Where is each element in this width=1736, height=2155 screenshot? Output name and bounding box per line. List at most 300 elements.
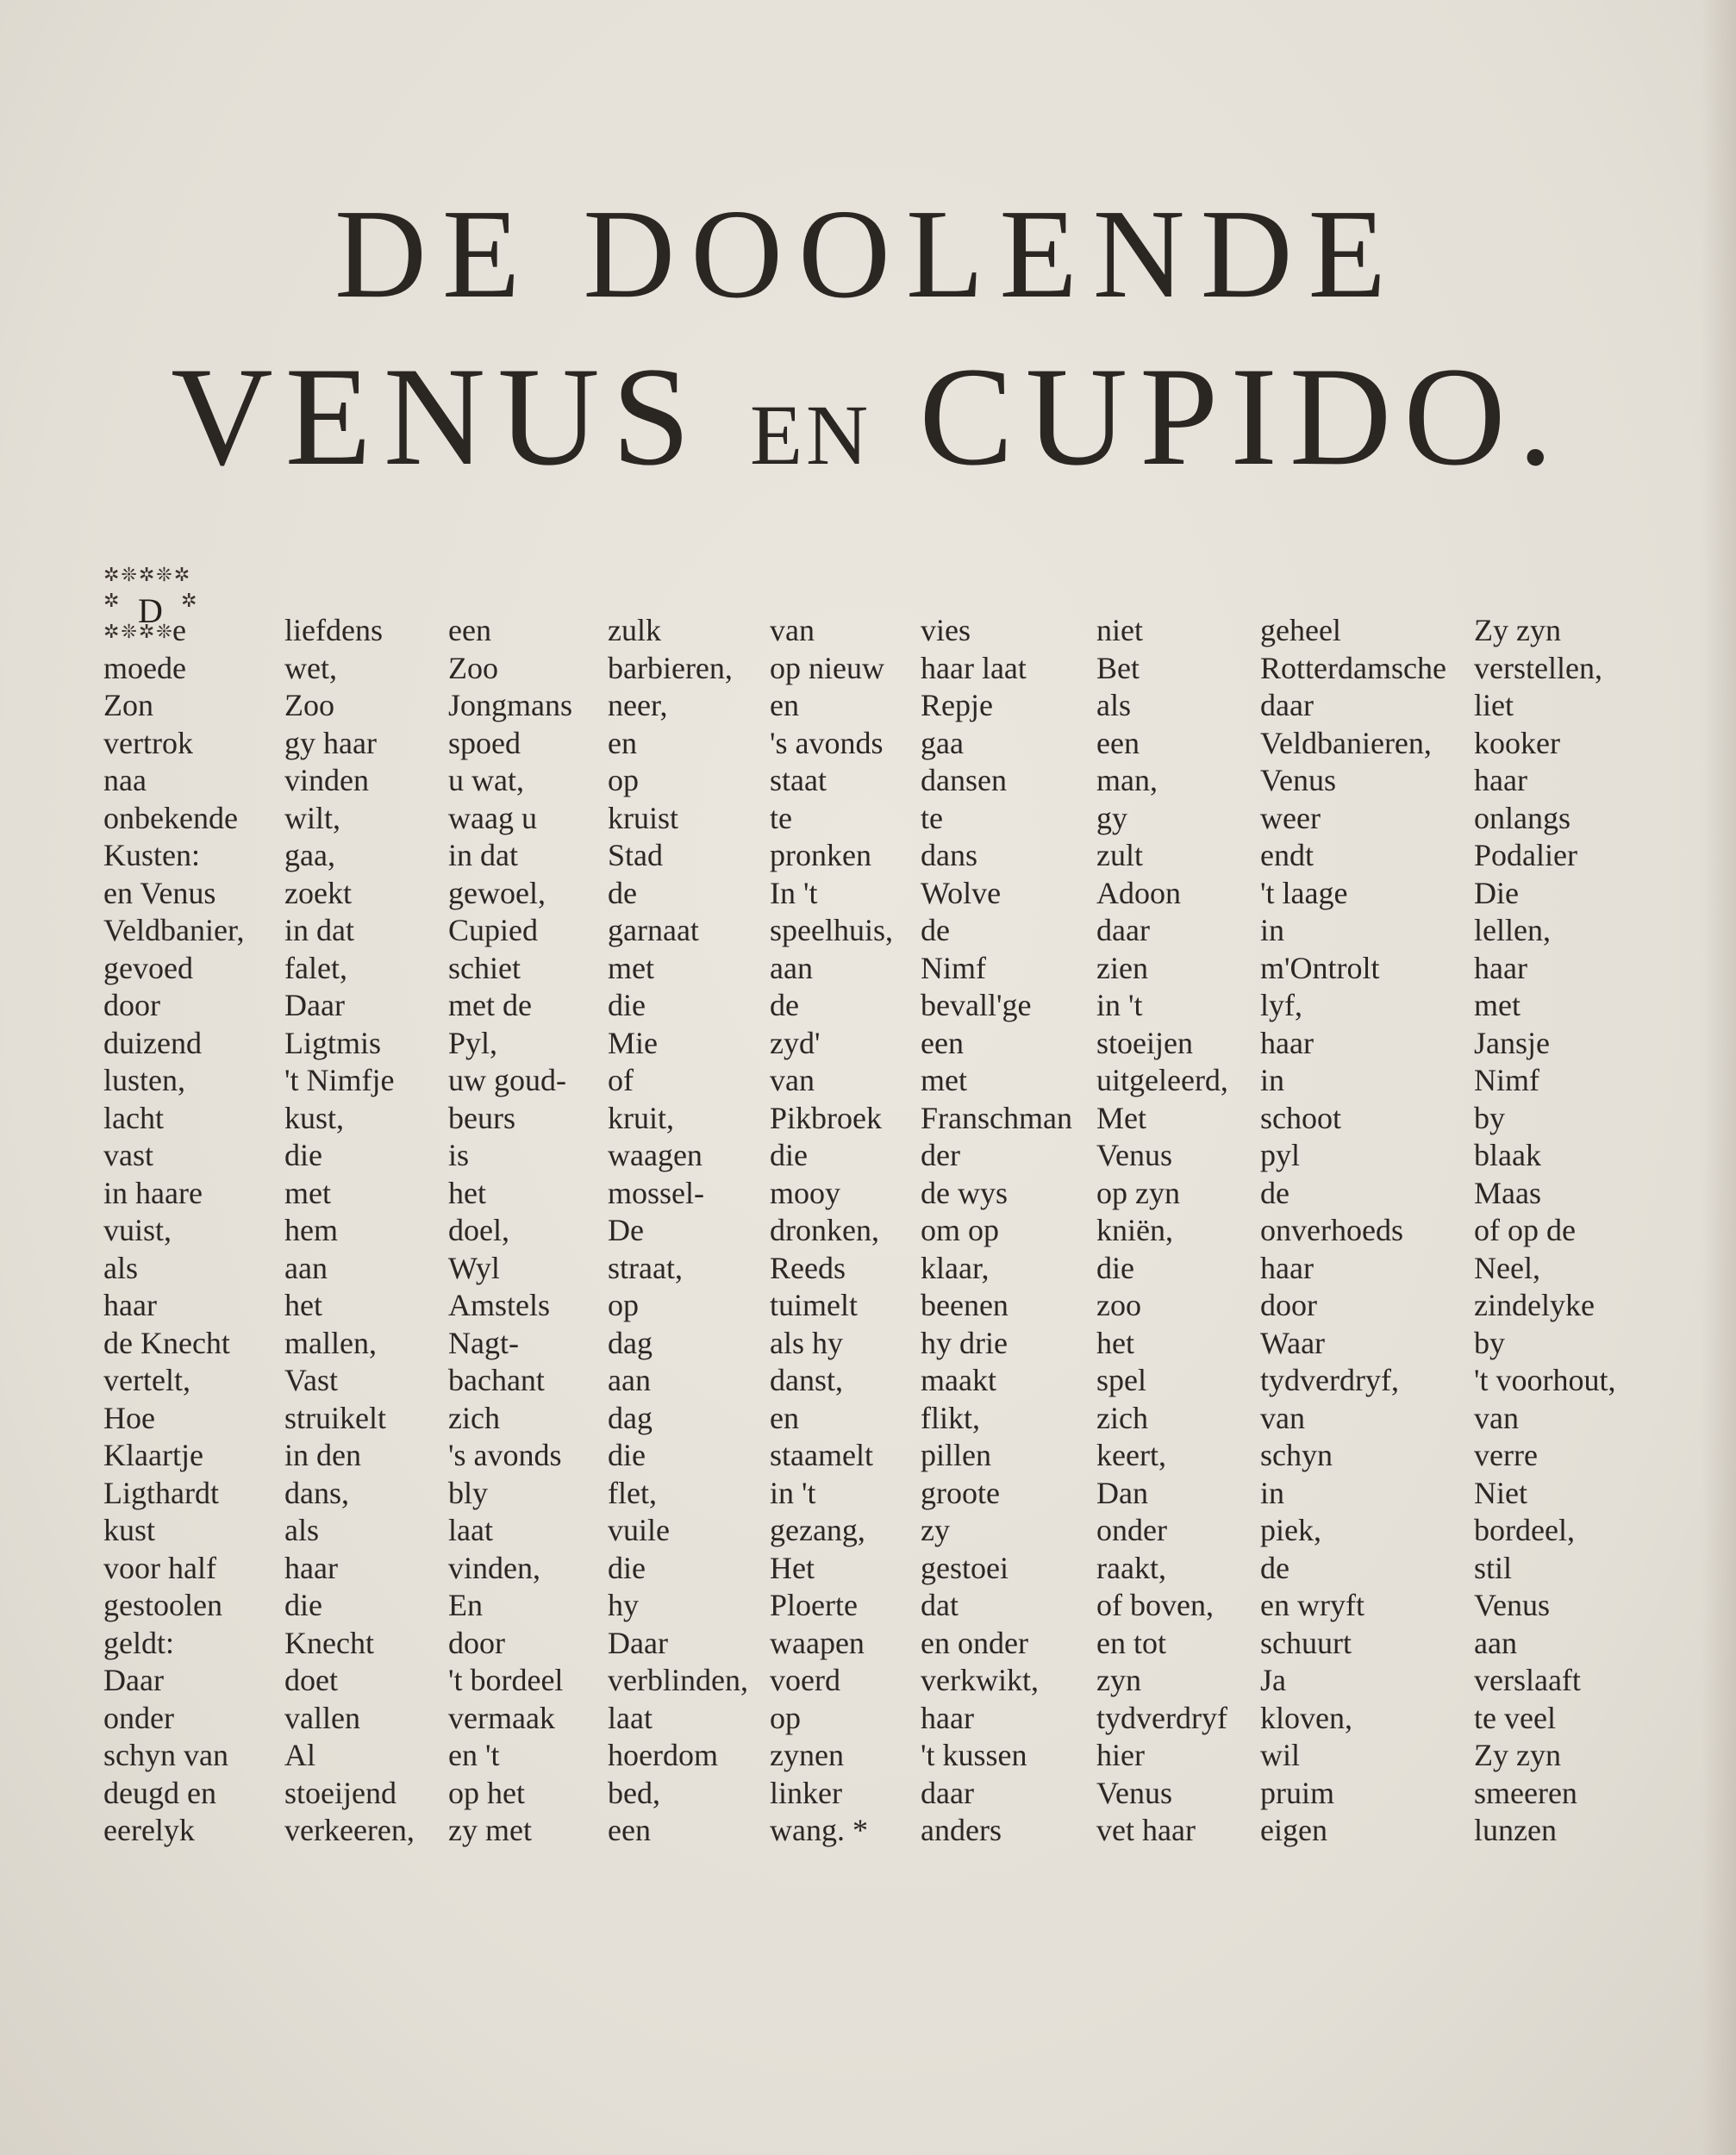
poem-word: Ligtmis	[284, 1025, 382, 1060]
poem-word: dat	[921, 1588, 959, 1622]
poem-word: haar	[284, 1550, 338, 1585]
poem-word: Wolve	[921, 875, 1002, 910]
poem-word: vertelt,	[103, 1363, 190, 1397]
poem-word: met	[1474, 988, 1521, 1022]
poem-word: met de	[448, 988, 532, 1022]
poem-word: te	[921, 800, 943, 835]
poem-column-9	[1474, 612, 1615, 1850]
poem-word: onbekende	[103, 800, 238, 835]
poem-word: speelhuis,	[770, 913, 893, 947]
poem-word: Reeds	[770, 1250, 846, 1285]
poem-word: eerelyk	[103, 1813, 195, 1847]
poem-word: Amstels	[448, 1288, 551, 1322]
poem-word: die	[608, 1550, 646, 1585]
poem-word: het	[1096, 1325, 1134, 1360]
poem-word: verslaaft	[1474, 1663, 1581, 1697]
poem-word: zich	[1096, 1400, 1148, 1435]
poem-word: Daar	[103, 1663, 164, 1697]
poem-word: In 't	[770, 875, 818, 910]
poem-word: Repje	[921, 688, 993, 722]
poem-word: Waar	[1260, 1325, 1326, 1360]
poem-word: op	[608, 1288, 639, 1322]
poem-word: dans,	[284, 1475, 349, 1510]
poem-word: Knecht	[284, 1625, 374, 1660]
poem-word: doet	[284, 1663, 338, 1697]
poem-word: Het	[770, 1550, 815, 1585]
poem-word: mossel-	[608, 1175, 704, 1210]
poem-word: bachant	[448, 1363, 545, 1397]
poem-word: daar	[1096, 913, 1150, 947]
poem-column-2	[284, 612, 415, 1850]
poem-word: kust,	[284, 1100, 345, 1135]
poem-word: verkwikt,	[921, 1663, 1039, 1697]
poem-word: Kusten:	[103, 838, 200, 872]
poem-column-6	[921, 612, 1072, 1850]
poem-word: hy drie	[921, 1325, 1008, 1360]
poem-word: mallen,	[284, 1325, 377, 1360]
poem-word: in dat	[284, 913, 354, 947]
poem-word: lellen,	[1474, 913, 1551, 947]
poem-word: op nieuw	[770, 650, 884, 685]
poem-word: Ploerte	[770, 1588, 858, 1622]
poem-word: anders	[921, 1813, 1002, 1847]
poem-word: laat	[608, 1700, 653, 1735]
poem-word: niet	[1096, 613, 1143, 647]
poem-word: wil	[1260, 1738, 1301, 1772]
poem-word: gaa,	[284, 838, 335, 872]
poem-word: man,	[1096, 763, 1158, 797]
poem-word: vermaak	[448, 1700, 555, 1735]
poem-word: bed,	[608, 1775, 660, 1810]
poem-word: op het	[448, 1775, 525, 1810]
poem-word: Neel,	[1474, 1250, 1540, 1285]
poem-word: de wys	[921, 1175, 1008, 1210]
poem-word: kooker	[1474, 725, 1560, 760]
poem-word: Zon	[103, 688, 153, 722]
poem-word: waapen	[770, 1625, 865, 1660]
poem-word: Podalier	[1474, 838, 1577, 872]
poem-word: haar laat	[921, 650, 1027, 685]
poem-word: in 't	[1096, 988, 1143, 1022]
poem-word: onder	[103, 1700, 174, 1735]
poem-word: zich	[448, 1400, 500, 1435]
poem-word: in	[1260, 1063, 1285, 1097]
title-line-1: DE DOOLENDE	[334, 184, 1402, 325]
poem-word: in	[1260, 1475, 1285, 1510]
poem-word: endt	[1260, 838, 1314, 872]
poem-word: tydverdryf,	[1260, 1363, 1399, 1397]
poem-word: in den	[284, 1438, 361, 1472]
poem-word: van	[770, 1063, 815, 1097]
poem-word: pyl	[1260, 1138, 1301, 1172]
poem-word: vast	[103, 1138, 153, 1172]
poem-word: Nimf	[921, 950, 986, 985]
poem-word: 't kussen	[921, 1738, 1027, 1772]
poem-word: gewoel,	[448, 875, 546, 910]
poem-word: de	[608, 875, 637, 910]
poem-word: klaar,	[921, 1250, 990, 1285]
poem-word: schyn	[1260, 1438, 1333, 1472]
poem-word: in haare	[103, 1175, 203, 1210]
poem-word: naa	[103, 763, 147, 797]
poem-word: met	[284, 1175, 331, 1210]
poem-word: kloven,	[1260, 1700, 1352, 1735]
poem-word: om op	[921, 1213, 1000, 1247]
poem-column-5	[770, 612, 893, 1850]
poem-word: Mie	[608, 1025, 658, 1060]
poem-word: Venus	[1096, 1775, 1172, 1810]
poem-word: gy	[1096, 800, 1127, 835]
poem-word: die	[284, 1588, 322, 1622]
poem-word: Venus	[1096, 1138, 1172, 1172]
poem-word: Hoe	[103, 1400, 155, 1435]
poem-word: of	[608, 1063, 634, 1097]
poem-word: 't voorhout,	[1474, 1363, 1616, 1397]
poem-word: en	[770, 1400, 799, 1435]
poem-word: een	[608, 1813, 651, 1847]
poem-word: het	[284, 1288, 322, 1322]
poem-word: onlangs	[1474, 800, 1571, 835]
poem-word: die	[608, 988, 646, 1022]
poem-word: zyd'	[770, 1025, 821, 1060]
poem-word: moede	[103, 650, 186, 685]
poem-word: haar	[921, 1700, 974, 1735]
poem-word: geheel	[1260, 613, 1341, 647]
poem-word: Cupied	[448, 913, 538, 947]
poem-word: is	[448, 1138, 470, 1172]
poem-word: dronken,	[770, 1213, 879, 1247]
poem-word: dag	[608, 1400, 653, 1435]
title-line-2	[0, 336, 1736, 498]
poem-word: Daar	[284, 988, 345, 1022]
poem-column-1	[103, 612, 245, 1850]
poem-word: flet,	[608, 1475, 657, 1510]
poem-word: uw goud-	[448, 1063, 566, 1097]
poem-word: gestoei	[921, 1550, 1009, 1585]
poem-word: schyn van	[103, 1738, 228, 1772]
poem-word: barbieren,	[608, 650, 733, 685]
poem-word: Maas	[1474, 1175, 1541, 1210]
poem-word: dag	[608, 1325, 653, 1360]
poem-word: en onder	[921, 1625, 1028, 1660]
poem-word: door	[103, 988, 160, 1022]
poem-word: van	[1474, 1400, 1519, 1435]
poem-word: tydverdryf	[1096, 1700, 1227, 1735]
poem-word: neer,	[608, 688, 668, 722]
poem-word: mooy	[770, 1175, 841, 1210]
poem-word: Jansje	[1474, 1025, 1550, 1060]
poem-word: haar	[1474, 763, 1527, 797]
ornament-border-right-icon: ✲	[181, 590, 199, 612]
poem-word: pruim	[1260, 1775, 1334, 1810]
poem-word: waag u	[448, 800, 537, 835]
poem-word: Rotterdamsche	[1260, 650, 1446, 685]
poem-word: te veel	[1474, 1700, 1556, 1735]
poem-word: staat	[770, 763, 827, 797]
poem-word: die	[608, 1438, 646, 1472]
poem-word: beurs	[448, 1100, 515, 1135]
poem-word: Adoon	[1096, 875, 1181, 910]
poem-word: lusten,	[103, 1063, 185, 1097]
poem-word: spoed	[448, 725, 521, 760]
poem-word: lyf,	[1260, 988, 1302, 1022]
poem-word: smeeren	[1474, 1775, 1577, 1810]
poem-word: een	[921, 1025, 964, 1060]
poem-word: daar	[1260, 688, 1314, 722]
poem-word: Klaartje	[103, 1438, 203, 1472]
poem-word: De	[608, 1213, 644, 1247]
poem-word: Al	[284, 1738, 315, 1772]
poem-word: te	[770, 800, 792, 835]
poem-word: onverhoeds	[1260, 1213, 1403, 1247]
poem-word: die	[1096, 1250, 1134, 1285]
poem-word: stil	[1474, 1550, 1513, 1585]
poem-word: in dat	[448, 838, 518, 872]
poem-word: stoeijen	[1096, 1025, 1193, 1060]
poem-word: als	[103, 1250, 138, 1285]
poem-word: danst,	[770, 1363, 843, 1397]
poem-word: gevoed	[103, 950, 193, 985]
poem-word: blaak	[1474, 1138, 1541, 1172]
poem-word: Nimf	[1474, 1063, 1539, 1097]
poem-word: gaa	[921, 725, 964, 760]
poem-word: liefdens	[284, 613, 383, 647]
poem-word: op	[770, 1700, 801, 1735]
poem-word: vallen	[284, 1700, 360, 1735]
poem-word: aan	[1474, 1625, 1517, 1660]
poem-word: Niet	[1474, 1475, 1527, 1510]
poem-word: kniën,	[1096, 1213, 1173, 1247]
poem-word: garnaat	[608, 913, 699, 947]
poem-word: geldt:	[103, 1625, 174, 1660]
title-venus: VENUS	[171, 339, 703, 495]
poem-word: van	[1260, 1400, 1305, 1435]
poem-word: bly	[448, 1475, 489, 1510]
poem-word: lacht	[103, 1100, 164, 1135]
poem-word: deugd en	[103, 1775, 216, 1810]
poem-word: struikelt	[284, 1400, 386, 1435]
poem-word: hoerdom	[608, 1738, 718, 1772]
poem-word: op	[608, 763, 639, 797]
poem-word: Pyl,	[448, 1025, 498, 1060]
poem-word: raakt,	[1096, 1550, 1166, 1585]
poem-word: en 't	[448, 1738, 500, 1772]
poem-word: zy met	[448, 1813, 532, 1847]
poem-word: u wat,	[448, 763, 524, 797]
poem-word: gestoolen	[103, 1588, 222, 1622]
poem-word: pronken	[770, 838, 871, 872]
poem-word: Zy zyn	[1474, 613, 1561, 647]
poem-word: bordeel,	[1474, 1513, 1575, 1547]
poem-word: schiet	[448, 950, 521, 985]
poem-word: wang. *	[770, 1813, 868, 1847]
poem-word: Zoo	[448, 650, 498, 685]
poem-word: zoekt	[284, 875, 352, 910]
poem-word: waagen	[608, 1138, 703, 1172]
poem-word: een	[448, 613, 491, 647]
poem-word: 't bordeel	[448, 1663, 564, 1697]
poem-word: Veldbanier,	[103, 913, 245, 947]
poem-word: weer	[1260, 800, 1321, 835]
poem-word: Dan	[1096, 1475, 1148, 1510]
poem-word: van	[770, 613, 815, 647]
poem-word: met	[921, 1063, 967, 1097]
poem-word: de Knecht	[103, 1325, 230, 1360]
poem-word: vet haar	[1096, 1813, 1196, 1847]
poem-word: de	[770, 988, 799, 1022]
poem-word: onder	[1096, 1513, 1167, 1547]
poem-word: zien	[1096, 950, 1148, 985]
poem-word: Zoo	[284, 688, 334, 722]
poem-word: lunzen	[1474, 1813, 1557, 1847]
poem-word: haar	[103, 1288, 157, 1322]
poem-word: en	[608, 725, 637, 760]
poem-word: op zyn	[1096, 1175, 1180, 1210]
poem-word: die	[284, 1138, 322, 1172]
poem-word: haar	[1260, 1025, 1314, 1060]
poem-word: by	[1474, 1325, 1505, 1360]
poem-column-3	[448, 612, 572, 1850]
poem-word: verblinden,	[608, 1663, 748, 1697]
poem-word: hier	[1096, 1738, 1145, 1772]
poem-word: door	[448, 1625, 505, 1660]
poem-word: bevall'ge	[921, 988, 1032, 1022]
poem-word: de	[1260, 1550, 1290, 1585]
poem-word: Ligthardt	[103, 1475, 219, 1510]
poem-word: doel,	[448, 1213, 509, 1247]
drop-cap-letter: D	[138, 591, 163, 630]
poem-word: Jongmans	[448, 688, 572, 722]
ornament-border-top-icon: ✲❊✲❊✲	[103, 565, 192, 586]
poem-word: straat,	[608, 1250, 683, 1285]
poem-word: voor half	[103, 1550, 216, 1585]
poem-word: der	[921, 1138, 960, 1172]
poem-word: Ja	[1260, 1663, 1286, 1697]
poem-word: Bet	[1096, 650, 1140, 685]
poem-word: schuurt	[1260, 1625, 1352, 1660]
poem-word: Wyl	[448, 1250, 500, 1285]
poem-word: schoot	[1260, 1100, 1341, 1135]
poem-word: kruit,	[608, 1100, 674, 1135]
poem-word: Stad	[608, 838, 664, 872]
poem-word: Met	[1096, 1100, 1146, 1135]
poem-word: flikt,	[921, 1400, 980, 1435]
poem-word: e	[172, 613, 186, 647]
poem-word: dans	[921, 838, 977, 872]
poem-word: kruist	[608, 800, 679, 835]
poem-word: duizend	[103, 1025, 202, 1060]
poem-word: of boven,	[1096, 1588, 1214, 1622]
poem-word: zult	[1096, 838, 1143, 872]
poem-word: 't laage	[1260, 875, 1348, 910]
poem-word: tuimelt	[770, 1288, 858, 1322]
poem-word: zulk	[608, 613, 661, 647]
poem-word: met	[608, 950, 654, 985]
poem-word: wet,	[284, 650, 337, 685]
poem-word: verkeeren,	[284, 1813, 415, 1847]
poem-word: haar	[1474, 950, 1527, 985]
poem-word: zoo	[1096, 1288, 1141, 1322]
poem-word: zy	[921, 1513, 950, 1547]
poem-word: beenen	[921, 1288, 1009, 1322]
poem-word: als	[1096, 688, 1131, 722]
poem-word: stoeijend	[284, 1775, 397, 1810]
poem-word: aan	[608, 1363, 651, 1397]
poem-word: vuile	[608, 1513, 670, 1547]
poem-word: vinden	[284, 763, 369, 797]
poem-word: keert,	[1096, 1438, 1166, 1472]
poem-word: staamelt	[770, 1438, 873, 1472]
poem-word: 's avonds	[448, 1438, 562, 1472]
poem-word: Venus	[1474, 1588, 1550, 1622]
poem-word: en tot	[1096, 1625, 1166, 1660]
poem-word: verre	[1474, 1438, 1538, 1472]
poem-word: gezang,	[770, 1513, 865, 1547]
poem-word: groote	[921, 1475, 1000, 1510]
poem-word: de	[1260, 1175, 1290, 1210]
poem-word: Vast	[284, 1363, 338, 1397]
poem-word: 't Nimfje	[284, 1063, 395, 1097]
poem-word: laat	[448, 1513, 493, 1547]
poem-word: hy	[608, 1588, 639, 1622]
ornament-border-bottom-icon: ✲❊✲❊	[103, 622, 174, 643]
poem-column-4	[608, 612, 748, 1850]
poem-word: maakt	[921, 1363, 996, 1397]
poem-word: Zy zyn	[1474, 1738, 1561, 1772]
poem-word: spel	[1096, 1363, 1146, 1397]
poem-word: dansen	[921, 763, 1007, 797]
poem-word: als hy	[770, 1325, 843, 1360]
poem-word: voerd	[770, 1663, 840, 1697]
poem-word: falet,	[284, 950, 347, 985]
poem-word: in	[1260, 913, 1285, 947]
poem-word: En	[448, 1588, 483, 1622]
poem-word: Venus	[1260, 763, 1336, 797]
poem-word: vertrok	[103, 725, 193, 760]
poem-word: vinden,	[448, 1550, 540, 1585]
poem-word: aan	[284, 1250, 328, 1285]
poem-word: en	[770, 688, 799, 722]
poem-word: zynen	[770, 1738, 844, 1772]
poem-word: gy haar	[284, 725, 377, 760]
poem-word: in 't	[770, 1475, 816, 1510]
poem-word: hem	[284, 1213, 338, 1247]
poem-word: Pikbroek	[770, 1100, 882, 1135]
poem-word: als	[284, 1513, 319, 1547]
poem-word: Veldbanieren,	[1260, 725, 1432, 760]
poem-word: linker	[770, 1775, 842, 1810]
poem-word: het	[448, 1175, 486, 1210]
poem-word: of op de	[1474, 1213, 1576, 1247]
poem-column-7	[1096, 612, 1228, 1850]
poem-word: 's avonds	[770, 725, 884, 760]
poem-word: pillen	[921, 1438, 991, 1472]
poem-word: wilt,	[284, 800, 341, 835]
title-en: EN	[749, 387, 872, 483]
poem-word: verstellen,	[1474, 650, 1602, 685]
poem-word: een	[1096, 725, 1140, 760]
poem-word: die	[770, 1138, 808, 1172]
poem-word: haar	[1260, 1250, 1314, 1285]
poem-word: zindelyke	[1474, 1288, 1595, 1322]
poem-word: piek,	[1260, 1513, 1321, 1547]
poem-column-8	[1260, 612, 1446, 1850]
poem-word: Franschman	[921, 1100, 1072, 1135]
poem-word: m'Ontrolt	[1260, 950, 1380, 985]
poem-word: en Venus	[103, 875, 216, 910]
poem-word: Daar	[608, 1625, 668, 1660]
title-cupido: CUPIDO.	[919, 339, 1565, 495]
